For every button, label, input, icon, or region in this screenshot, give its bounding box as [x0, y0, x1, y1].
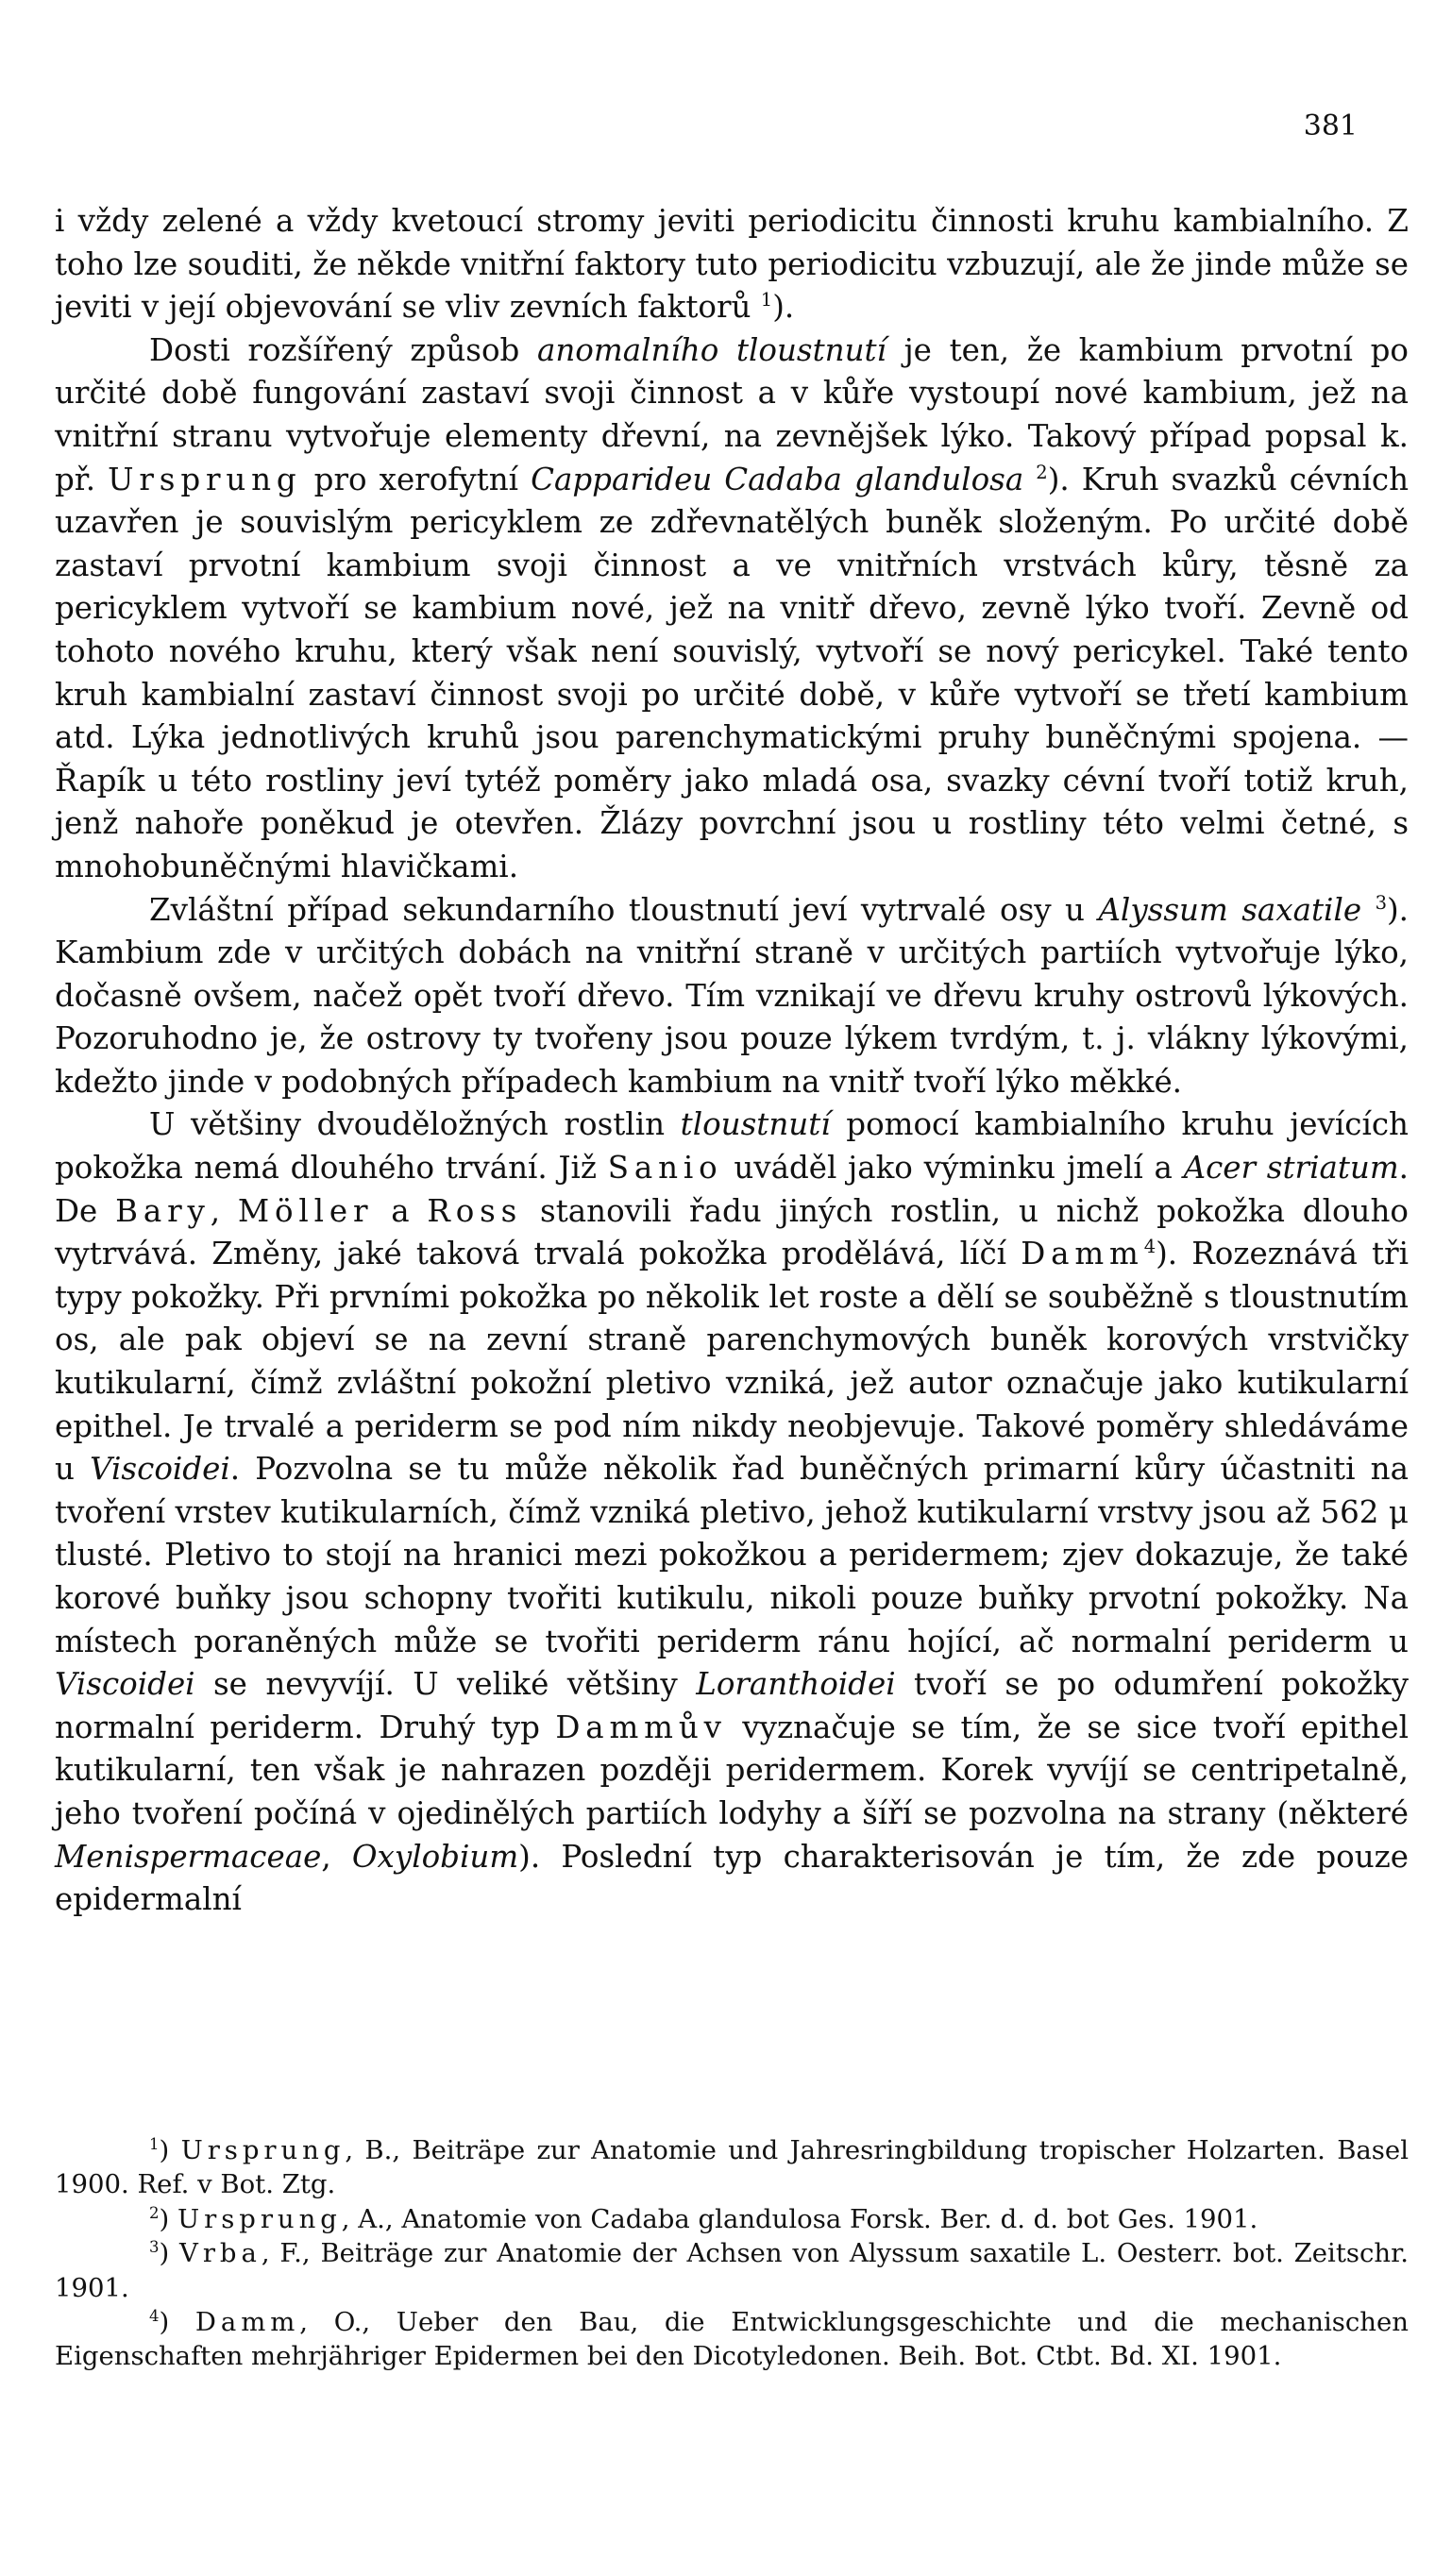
italic-term: anomalního tloustnutí — [537, 331, 886, 368]
italic-term: Menispermaceae — [55, 1838, 322, 1875]
footnote-ref: 4 — [1143, 1236, 1157, 1258]
author-name: Ursprung — [177, 2203, 342, 2234]
text-run: ) — [159, 2203, 177, 2234]
author-name: Ursprung — [180, 2135, 346, 2165]
text-run: . De — [55, 1150, 1409, 1229]
italic-term: Acer striatum — [1183, 1150, 1399, 1187]
italic-term: Capparideu Cadaba glandulosa — [531, 461, 1024, 497]
text-run: tvoří se po odumření pokožky normalní periderm. Druhý typ — [55, 1666, 1409, 1745]
footnote — [55, 2133, 1409, 2202]
text-run: ). Poslední typ charakterisován je tím, že zde pouze epidermalní — [55, 1838, 1410, 1918]
italic-term: Viscoidei — [55, 1666, 195, 1703]
text-run: ) — [159, 2135, 181, 2165]
footnote-ref: 3 — [149, 2238, 160, 2257]
footnote-ref: 4 — [149, 2306, 160, 2325]
text-run: uváděl jako výminku jmelí a — [722, 1150, 1184, 1187]
text-run: vyznačuje se tím, že se sice tvoří epithel kutikularní, ten však je nahrazen později peridermem. Korek vyvíjí se centripetalně, jeho tvoření počíná v ojedinělých partiích lodyhy a šíří se pozvolna na strany (některé — [55, 1709, 1409, 1831]
paragraph — [55, 889, 1409, 1104]
footnote — [55, 2236, 1409, 2305]
text-run: Zvláštní případ sekundarního tloustnutí jeví vytrvalé osy u — [149, 891, 1099, 928]
author-name: Ursprung — [108, 461, 302, 497]
text-run: , O., Ueber den Bau, die Entwicklungsgeschichte und die mechanischen Eigenschaften mehrjähriger Epidermen bei den Dicotyledonen. Beih. Bot. Ctbt. Bd. XI. 1901. — [55, 2307, 1409, 2372]
author-name: Vrba — [179, 2238, 262, 2269]
text-run: stanovili řadu jiných rostlin, u nichž pokožka dlouho vytrvává. Změny, jaké taková trvalá pokožka prodělává, líčí — [55, 1192, 1409, 1272]
footnote-ref: 2 — [149, 2203, 160, 2222]
author-name: Sanio — [607, 1150, 723, 1187]
paragraph — [55, 200, 1409, 329]
text-run: , A., Anatomie von Cadaba glandulosa Forsk. Ber. d. d. bot Ges. 1901. — [341, 2203, 1258, 2234]
italic-term: Loranthoidei — [696, 1666, 896, 1703]
footnote-ref: 2 — [1036, 461, 1048, 483]
text-run: , — [321, 1838, 352, 1875]
text-run — [1361, 892, 1375, 928]
text-run: ). Kambium zde v určitých dobách na vnitřní straně v určitých partiích vytvořuje lýko, dočasně ovšem, načež opět tvoří dřevo. Tím vznikají ve dřevu kruhy ostrovů lýkových. Pozoruhodno je, že ostrovy ty tvořeny jsou pouze lýkem tvrdým, t. j. vlákny lýkovými, kdežto jinde v podobných případech kambium na vnitř tvoří lýko měkké. — [55, 891, 1409, 1100]
page-number: 381 — [1303, 109, 1358, 143]
author-name: Dammův — [555, 1709, 727, 1745]
text-run: a — [373, 1192, 428, 1229]
author-name: Bary — [115, 1192, 211, 1229]
paragraph — [55, 329, 1409, 889]
footnote-ref: 3 — [1375, 891, 1387, 914]
text-run: ). — [772, 289, 795, 326]
footnote — [55, 2305, 1409, 2374]
italic-term: Alyssum saxatile — [1098, 891, 1362, 928]
text-run: ) — [159, 2238, 180, 2269]
text-run: , — [210, 1192, 238, 1229]
text-run: , B., Beiträpe zur Anatomie und Jahresringbildung tropischer Holzarten. Basel 1900. Ref. v Bot. Ztg. — [55, 2135, 1409, 2200]
author-name: Ross — [427, 1192, 523, 1229]
text-run: , F., Beiträge zur Anatomie der Achsen von Alyssum saxatile L. Oesterr. bot. Zeitschr. 1901. — [55, 2238, 1409, 2303]
text-run: i vždy zelené a vždy kvetoucí stromy jeviti periodicitu činnosti kruhu kambialního. Z toho lze souditi, že někde vnitřní faktory tuto periodicitu vzbuzují, ale že jinde může se jeviti v její objevování se vliv zevních faktorů — [55, 203, 1409, 326]
author-name: Damm — [194, 2307, 300, 2338]
text-run: U většiny dvouděložných rostlin — [149, 1106, 681, 1143]
text-run: ). Rozeznává tři typy pokožky. Při prvními pokožka po několik let roste a dělí se souběžně s tloustnutím os, ale pak objeví se na zevní straně parenchymových buněk korových vrstvičky kutikularní, čímž zvláštní pokožní pletivo vzniká, jež autor označuje jako kutikularní epithel. Je trvalé a periderm se pod ním nikdy neobjevuje. Takové poměry shledáváme u — [55, 1236, 1409, 1488]
italic-term: Viscoidei — [90, 1451, 230, 1488]
text-run: pro xerofytní — [301, 461, 532, 497]
italic-term: Oxylobium — [351, 1838, 519, 1875]
paragraph — [55, 1103, 1409, 1921]
footnotes — [55, 2133, 1409, 2374]
text-run: je ten, že kambium prvotní po určité době fungování zastaví svoji činnost a v kůře vystoupí nové kambium, jež na vnitřní stranu vytvořuje elementy dřevní, na zevnějšek lýko. Takový případ popsal k. př. — [55, 331, 1409, 497]
footnote — [55, 2202, 1409, 2236]
italic-term: tloustnutí — [680, 1106, 831, 1143]
text-run: . Pozvolna se tu může několik řad buněčných primarní kůry účastniti na tvoření vrstev kutikularních, čímž vzniká pletivo, jehož kutikularní vrstvy jsou až 562 μ tlusté. Pletivo to stojí na hranici mezi pokožkou a peridermem; zjev dokazuje, že také korové buňky jsou schopny tvořiti kutikulu, nikoli pouze buňky prvotní pokožky. Na místech poraněných může se tvořiti periderm ránu hojící, ač normalní periderm u — [55, 1451, 1409, 1659]
text-run: Dosti rozšířený způsob — [149, 331, 537, 368]
author-name: Möller — [237, 1192, 374, 1229]
text-run: pomocí kambialního kruhu jevících pokožka nemá dlouhého trvání. Již — [55, 1106, 1409, 1187]
text-run — [1023, 462, 1036, 497]
text-run: ) — [159, 2307, 195, 2338]
footnote-ref: 1 — [760, 289, 773, 311]
footnote-ref: 1 — [149, 2134, 160, 2153]
body-text — [55, 200, 1409, 1922]
author-name: Damm — [1021, 1236, 1144, 1272]
text-run: se nevyvíjí. U veliké většiny — [194, 1666, 697, 1703]
text-run: ). Kruh svazků cévních uzavřen je souvislým pericyklem ze zdřevnatělých buněk složeným. Po určité době zastaví prvotní kambium svoji činnost a ve vnitřních vrstvách kůry, těsně za pericyklem vytvoří se kambium nové, jež na vnitř dřevo, zevně lýko tvoří. Zevně od tohoto nového kruhu, který však není souvislý, vytvoří se nový pericykel. Také tento kruh kambialní zastaví činnost svoji po určité době, v kůře vytvoří se třetí kambium atd. Lýka jednotlivých kruhů jsou parenchymatickými pruhy buněčnými spojena. — Řapík u této rostliny jeví tytéž poměry jako mladá osa, svazky cévní tvoří totiž kruh, jenž nahoře poněkud je otevřen. Žlázy povrchní jsou u rostliny této velmi četné, s mnohobuněčnými hlavičkami. — [55, 461, 1409, 884]
